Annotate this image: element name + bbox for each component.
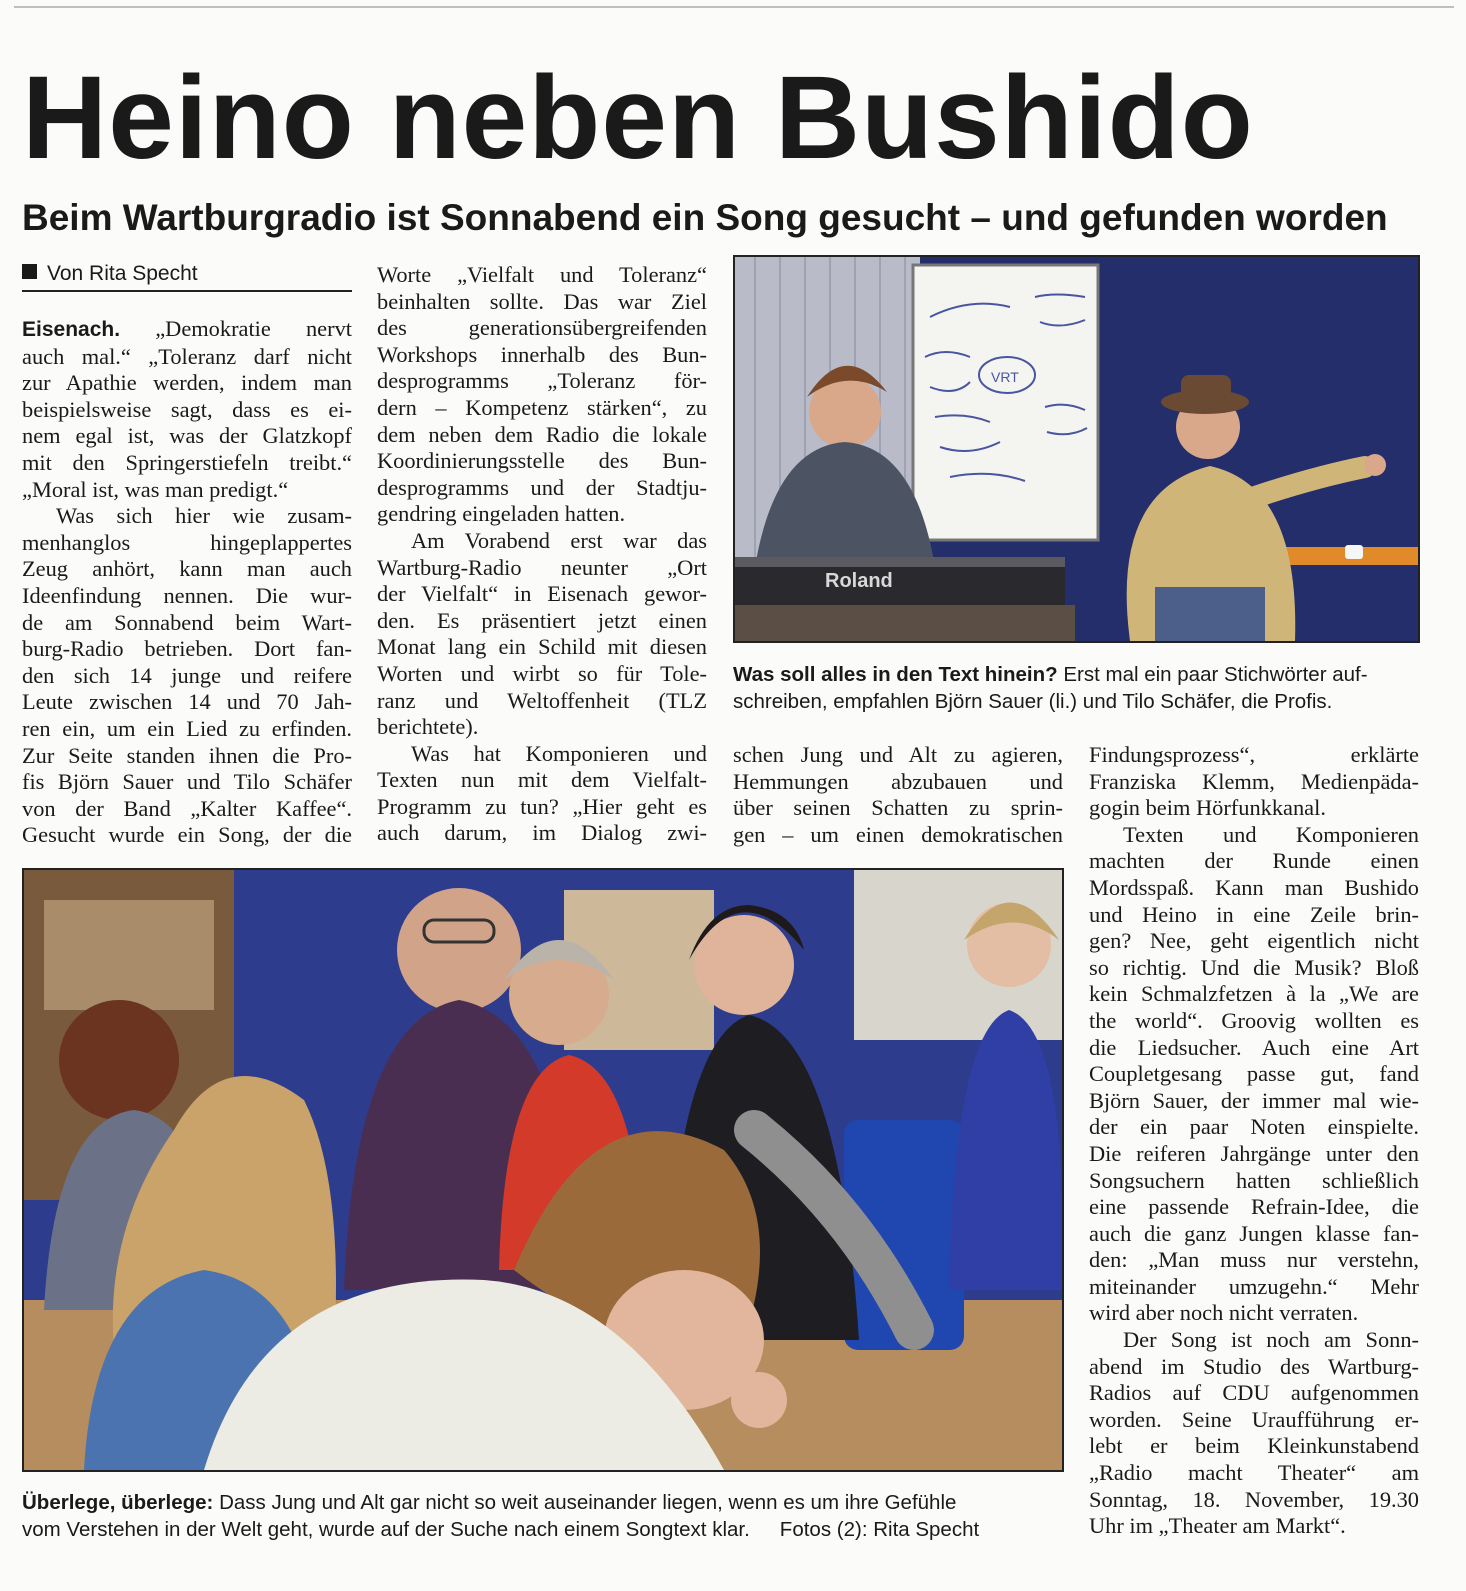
text-line: Die reiferen Jahrgänge unter den	[1089, 1140, 1419, 1166]
photo-workshop-group	[22, 868, 1064, 1472]
text-line: nem egal ist, was der Glatzkopf	[22, 423, 352, 449]
person-right-hand	[1364, 454, 1386, 476]
text-line: mit den Springerstiefeln treibt.“	[22, 449, 352, 475]
coffee-cup	[1345, 545, 1363, 559]
text-line: Franziska Klemm, Medienpäda-	[1089, 768, 1419, 794]
photo-workshop-illustration	[24, 870, 1062, 1470]
text-line: Ideenfindung nennen. Die wur-	[22, 582, 352, 608]
byline-author: Von Rita Specht	[47, 262, 198, 285]
text-line: Coupletgesang passe gut, fand	[1089, 1061, 1419, 1087]
text-line: desprogramms „Toleranz för-	[377, 368, 707, 394]
text-line: der Vielfalt“ in Eisenach gewor-	[377, 581, 707, 607]
text-line: gendring eingeladen hatten.	[377, 501, 626, 527]
text-line: schen Jung und Alt zu agieren,	[733, 742, 1063, 767]
photo-caption-bottom	[22, 1489, 1062, 1543]
radio-set	[44, 900, 214, 1010]
text-line: Am Vorabend erst war das	[411, 527, 707, 553]
text-line: Worten und wirbt so für Tole-	[377, 660, 707, 686]
text-line: the world“. Groovig wollten es	[1089, 1007, 1419, 1033]
text-line: Was hat Komponieren und	[411, 740, 707, 766]
text-line: Björn Sauer, der immer mal wie-	[1089, 1087, 1419, 1113]
text-line: „Radio macht Theater“ am	[1089, 1460, 1419, 1486]
text-line: so richtig. Und die Musik? Bloß	[1089, 954, 1419, 980]
text-line: und Heino in eine Zeile brin-	[1089, 901, 1419, 927]
text-line: fis Björn Sauer und Tilo Schäfer	[22, 769, 352, 795]
text-line: den sich 14 junge und reifere	[22, 662, 352, 688]
floor-left	[735, 605, 1075, 641]
text-line: gen? Nee, geht eigentlich nicht	[1089, 928, 1419, 954]
text-line: Was sich hier wie zusam-	[56, 503, 352, 529]
whiteboard-center-text: VRT	[991, 369, 1019, 385]
person-back-left-hair	[59, 1000, 179, 1120]
man-glasses-head	[397, 888, 521, 1012]
text-line: Sonntag, 18. November, 19.30	[1089, 1486, 1419, 1512]
text-line: Texten und Komponieren	[1123, 821, 1419, 847]
text-line: über seinen Schatten zu sprin-	[733, 795, 1063, 821]
text-line: des generationsübergreifenden	[377, 315, 707, 341]
text-line: Zeug anhört, kann man auch	[22, 556, 352, 582]
text-line: Der Song ist noch am Sonn-	[1123, 1327, 1419, 1353]
text-line: burg-Radio betrieben. Dort fan-	[22, 636, 352, 662]
hat-crown	[1181, 375, 1231, 405]
text-line: auch die ganz Jungen klasse fan-	[1089, 1220, 1419, 1246]
text-line: lebt er beim Kleinkunstabend	[1089, 1433, 1419, 1459]
photo-musicians	[733, 255, 1420, 643]
caption-bottom-bold: Überlege, überlege:	[22, 1491, 214, 1514]
text-line: Leute zwischen 14 und 70 Jah-	[22, 689, 352, 715]
text-line: kein Schmalzfetzen à la „We are	[1089, 981, 1419, 1007]
text-line: de am Sonnabend beim Wart-	[22, 609, 352, 635]
text-line: worden. Seine Uraufführung er-	[1089, 1406, 1419, 1432]
subheadline: Beim Wartburgradio ist Sonnabend ein Song gesucht – und gefunden worden	[22, 197, 1388, 238]
text-line: Wartburg-Radio neunter „Ort	[377, 554, 707, 580]
dateline: Eisenach.	[22, 318, 121, 341]
caption-top-bold: Was soll alles in den Text hinein?	[733, 663, 1058, 686]
text-line: Texten nun mit dem Vielfalt-	[377, 767, 707, 793]
text-line: abend im Studio des Wartburg-	[1089, 1353, 1419, 1379]
caption-bottom-text-2: vom Verstehen in der Welt geht, wurde auf der Suche nach einem Songtext klar.	[22, 1518, 750, 1541]
page-top-rule	[14, 6, 1454, 8]
text-line: beinhalten sollte. Das war Ziel	[377, 288, 707, 314]
text-line: Zur Seite standen ihnen die Pro-	[22, 742, 352, 768]
text-line: die Liedsucher. Auch eine Art	[1089, 1034, 1419, 1060]
caption-top-text: Erst mal ein paar Stichwörter auf-	[1063, 663, 1368, 686]
text-line: ren ein, um ein Lied zu erfinden.	[22, 715, 352, 741]
text-line: zur Apathie werden, indem man	[22, 370, 352, 396]
text-line: Monat lang ein Schild mit diesen	[377, 634, 707, 660]
text-line: machten der Runde einen	[1089, 848, 1419, 874]
boy-hand	[731, 1372, 787, 1428]
text-line: der ein paar Noten einspielte.	[1089, 1114, 1419, 1140]
keyboard-top	[735, 557, 1065, 567]
text-line: den. Es präsentiert jetzt einen	[377, 607, 707, 633]
text-line: den: „Man muss nur verstehn,	[1089, 1247, 1419, 1273]
photo-credit: Fotos (2): Rita Specht	[779, 1518, 980, 1541]
text-line: Koordinierungsstelle des Bun-	[377, 448, 707, 474]
text-line: Songsuchern hatten schließlich	[1089, 1167, 1419, 1193]
photo-musicians-illustration	[735, 257, 1418, 641]
text-line: Workshops innerhalb des Bun-	[377, 341, 707, 367]
text-line: Hemmungen abzubauen und	[733, 768, 1063, 794]
text-line: eine passende Refrain-Idee, die	[1089, 1194, 1419, 1220]
article-column-2	[377, 262, 707, 847]
headline: Heino neben Bushido	[22, 52, 1254, 184]
text-line: Radios auf CDU aufgenommen	[1089, 1380, 1419, 1406]
text-line: wird aber noch nicht verraten.	[1089, 1300, 1359, 1326]
article-column-4	[1089, 742, 1419, 1540]
byline	[22, 262, 352, 292]
text-line: Programm zu tun? „Hier geht es	[377, 793, 707, 819]
article-column-3	[733, 742, 1063, 848]
text-line: Mordsspaß. Kann man Bushido	[1089, 874, 1419, 900]
text-line: Gesucht wurde ein Song, der die	[22, 822, 352, 848]
text-line: menhanglos hingeplappertes	[22, 529, 352, 555]
text-line: gogin beim Hörfunkkanal.	[1089, 795, 1326, 821]
text-line: Uhr im „Theater am Markt“.	[1089, 1513, 1346, 1539]
text-line: berichtete).	[377, 714, 479, 740]
text-line: Worte „Vielfalt und Toleranz“	[377, 262, 707, 287]
text-line: ranz und Weltoffenheit (TLZ	[377, 687, 707, 713]
text-line: Findungsprozess“, erklärte	[1089, 742, 1419, 767]
article-column-1	[22, 316, 352, 849]
person-right-jeans	[1155, 587, 1265, 641]
text-line: miteinander umzugehn.“ Mehr	[1089, 1273, 1419, 1299]
text-line: von der Band „Kalter Kaffee“.	[22, 795, 352, 821]
text-line: dern – Kompetenz stärken“, zu	[377, 394, 707, 420]
text-line: gen – um einen demokratischen	[733, 821, 1063, 847]
photo-caption-top	[733, 661, 1423, 715]
caption-top-text-2: schreiben, empfahlen Björn Sauer (li.) und Tilo Schäfer, die Profis.	[733, 690, 1333, 713]
text-line: „Moral ist, was man predigt.“	[22, 476, 289, 502]
text-line: auch darum, im Dialog zwi-	[377, 820, 707, 846]
keyboard-brand: Roland	[825, 570, 893, 592]
text-line: dem neben dem Radio die lokale	[377, 421, 707, 447]
text-line: desprogramms und der Stadtju-	[377, 474, 707, 500]
text-line: beispielsweise sagt, dass es ei-	[22, 396, 352, 422]
byline-square-marker	[22, 264, 37, 279]
caption-bottom-text: Dass Jung und Alt gar nicht so weit auseinander liegen, wenn es um ihre Gefühle	[219, 1491, 957, 1514]
text-line: auch mal.“ „Toleranz darf nicht	[22, 343, 352, 369]
text-line: Eisenach. „Demokratie nervt	[22, 316, 352, 341]
